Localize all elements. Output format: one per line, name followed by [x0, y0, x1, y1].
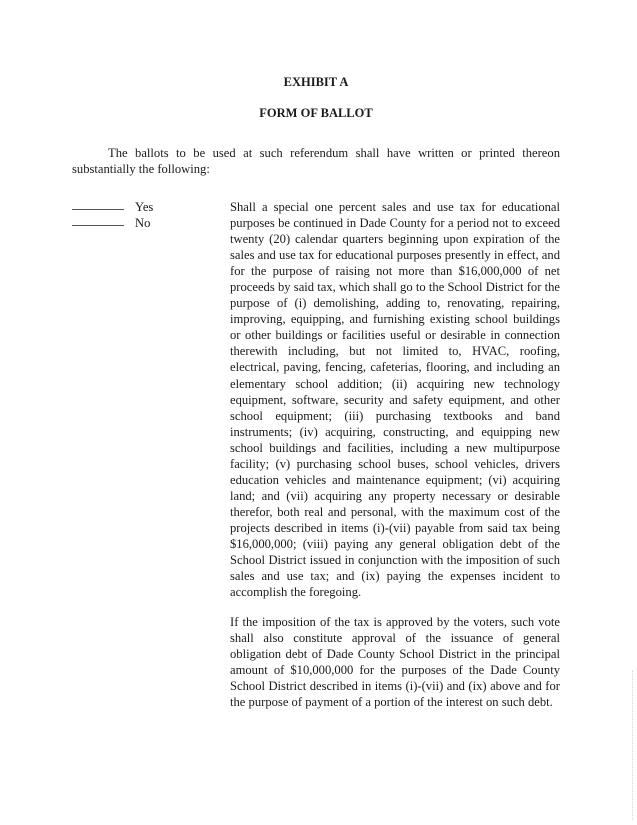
no-mark-line: [72, 225, 124, 226]
intro-text: The ballots to be used at such referendum shall have written or printed thereon substantially the following:: [72, 146, 560, 176]
ballot-option-no: [72, 215, 230, 231]
no-label: No: [135, 216, 151, 230]
ballot-options: [72, 199, 230, 231]
exhibit-heading: EXHIBIT A: [283, 75, 349, 89]
yes-mark-line: [72, 209, 124, 210]
ballot-option-yes: [72, 199, 230, 215]
yes-label: Yes: [135, 200, 154, 214]
form-title: FORM OF BALLOT: [259, 106, 373, 120]
ballot-text: [230, 199, 560, 710]
scan-artifact-line: [632, 670, 633, 820]
debt-approval-paragraph: If the imposition of the tax is approved by the voters, such vote shall also constitute approval of the issuance of general obligation debt of Dade County School District in the principal amount of $10,000,000 for the purposes of the Dade County School District described in items (i)-(vii) and (ix) above and for the purpose of payment of a portion of the interest on such debt.: [230, 615, 560, 710]
intro-paragraph: [72, 145, 560, 177]
ballot-section: [72, 199, 560, 710]
ballot-question-paragraph: Shall a special one percent sales and use tax for educational purposes be continued in Dade County for a period not to exceed twenty (20) calendar quarters beginning upon expiration of the sales and use tax for educational purposes presently in effect, and for the purpose of raising not more than $16,000,000 of net proceeds by said tax, which shall go to the School District for the purpose of (i) demolishing, adding to, renovating, repairing, improving, equipping, and furnishing existing school buildings or other buildings or facilities useful or desirable in connection therewith including, but not limited to, HVAC, roofing, electrical, paving, fencing, cafeterias, flooring, and including an elementary school addition; (ii) acquiring new technology equipment, software, security and safety equipment, and other school equipment; (iii) purchasing textbooks and band instruments; (iv) acquiring, constructing, and equipping new school buildings and facilities, including a new multipurpose facility; (v) purchasing school buses, school vehicles, drivers education vehicles and maintenance equipment; (vi) acquiring land; and (vii) acquiring any property necessary or desirable therefor, both real and personal, with the maximum cost of the projects described in items (i)-(vii) payable from said tax being $16,000,000; (viii) paying any general obligation debt of the School District issued in conjunction with the imposition of such sales and use tax; and (ix) paying the expenses incident to accomplish the foregoing.: [230, 200, 560, 600]
